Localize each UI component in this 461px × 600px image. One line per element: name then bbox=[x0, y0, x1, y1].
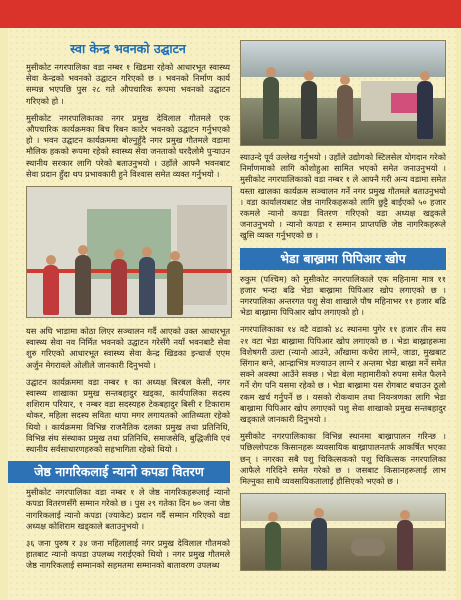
health-post-para4: उद्घाटन कार्यक्रममा वडा नम्बर १ का अध्यक्ष बिरबल केसी, नगर स्वास्थ्य शाखाका प्रमुख सन्तबहादुर खड्का, कार्यपालिका सदस्य शशिराम परियार, १ नम्बर वडा सदस्यहरु टेकबहादुर बिसी र टिकाराम थोकर, महिला सदस्य सविता थापा मगर लगायतको आतिथ्यता रहेको थियो । कार्यक्रममा विभिन्न राजनैतिक दलका प्रमुख तथा प्रतिनिधि, विभिन्न संघ संस्थाका प्रमुख तथा प्रतिनिधि, समाजसेवि, बुद्धिजीवि एवं स्थानीय सर्वसाधारणहरुको सहभागिता रहेको थियो । bbox=[26, 376, 230, 455]
goat-vaccine-para3: मुसीकोट नगरपालिकाका विभिन्न स्थानमा बाख्रापालन गरिन्छ । पछिल्लोपटक किसानहरू व्यवसायिक बाख्रापालनतर्फ आकर्षित भएका छन् । नगरका सबै पशु चिकित्सकको पशु चिकित्सक नगरपालिका आफैले गरिदिने समेत गरेको छ । जसबाट किसानहरूलाई लाभ मिल्नुका साथै व्यवसायिकतालाई हौसिएको भएको छ । bbox=[240, 431, 446, 487]
senior-clothes-title: जेष्ठ नागरिकलाई न्यानो कपडा वितरण bbox=[8, 461, 230, 483]
goat-vaccination-photo bbox=[240, 493, 446, 571]
magazine-page bbox=[8, 28, 456, 600]
ribbon-cutting-photo bbox=[26, 186, 232, 318]
health-post-para3: यस अघि भाडामा कोठा लिएर सञ्चालन गर्दै आएको उक्त आधारभूत स्वास्थ्य सेवा नव निर्मित भवनको उद्घाटन गरेसँगै नयाँ भवनबाटै सेवा शुरु गरिएको आधारभूत स्वास्थ्य सेवा केन्द्र खिडका इन्चार्ज एएम अर्जुन मेगरावले ओलीले जानकारी दिनुभयो । bbox=[26, 326, 230, 370]
left-column bbox=[26, 28, 230, 578]
goat-vaccine-title: भेडा बाख्रामा पिपिआर खोप bbox=[240, 248, 446, 270]
health-post-title: स्वा केन्द्र भवनको उद्घाटन bbox=[70, 41, 186, 56]
clothes-distribution-photo bbox=[240, 40, 446, 146]
senior-clothes-para2: ३६ जना पुरुष र ३४ जना महिलालाई नगर प्रमुख देविलाल गौतमको हातबाट न्यानो कपडा उपलब्ध गराईएको थियो । नगर प्रमुख गौतमले जेष्ठ नागरिकलाई सम्मानको सहमतमा सम्मानको बातावरण उपलब्ध bbox=[26, 538, 230, 571]
goat-vaccine-para1: रुकुम (पश्चिम) को मुसीकोट नगरपालिकाले एक महिनामा मात्र ११ हजार भन्दा बढि भेडा बाख्रामा पिपिआर खोप लगाएको छ । नगरपालिका अन्तरगत पशु सेवा शाखाले पौष महिनाभर ११ हजार बढि भेडा बाख्रामा पिपिआर खोप लगाएको हो । bbox=[240, 273, 446, 318]
health-post-para1: मुसीकोट नगरपालिका वडा नम्बर १ खिडमा रहेको आधारभूत स्वास्थ्य सेवा केन्द्रको भवनको उद्घाटन गरिएको छ । भवनको निर्माण कार्य सम्पन्न भएपछि पुस २८ गते औपचारिक रूपमा भवनको उद्घाटन गरिएको हो । bbox=[26, 62, 230, 106]
distribution-para1: स्याउन्दे पूर्व उल्लेख गर्नुभयो । उहाँले उद्योगको स्टिलसेल योगदान गरेको निर्माणमाको लागि कोशोहुआ सामित भएको समेत जनाउनुभयो । मुसीकोट नगरपालिकाको वडा नम्बर १ ले आफ्नै गरी अन्य वडामा समेत यस्ता खालका कार्यक्रम सञ्चालन गर्ने नगर प्रमुख गौतमले बताउनुभयो । वडा कार्यालयबाट जेष्ठ नागरिकहरूको लागि छुट्टै बाईएको ५० हजार रकमले न्यानो कपडा वितरण गरिएको वडा अध्यक्ष खड्कले जनाउनुभयो । न्यानो कपडा र सम्मान प्राप्तपछि जेष्ठ नागरिकहरूले खुसि व्यक्त गर्नुभएको छ । bbox=[240, 152, 446, 241]
senior-clothes-para1: मुसीकोट नगरपालिका वडा नम्बर १ ले जेष्ठ नागरिकहरूलाई न्यानो कपडा वितरणसँगै सम्मान गरेको छ । पुस २९ गतेका दिन ७० जना जेष्ठ नागरिकलाई न्यानो कपडा (ज्याकेट) प्रदान गर्दै सम्मान गरिएको वडा अध्यक्ष कोशिराम खड्काले बताउनुभयो । bbox=[26, 487, 230, 531]
right-column bbox=[240, 28, 446, 571]
top-red-banner bbox=[0, 0, 461, 28]
goat-vaccine-para2: नगरपालिकाका १४ वटै वडाको ४८ स्थानमा पुगेर ११ हजार तीन सय २१ वटा भेडा बाख्रामा पिपिआर खोप लगाएको छ । भेडा बाख्राहरूमा विशेषगरी उल्टा (न्यानो आउने, आँखामा कचेरा लाग्ने, जाडा, मुखबाट सिंगान बग्ने, आन्द्राभित्र मज्याउन लाग्ने र अन्तमा भेडा बाख्रा मर्ने समेत सक्ने अवस्था आउँने सक्छ । भेडा बेला महामारीको रुपमा समेत फैलने गर्ने रोग पनि यसमा रहेको छ । भेडा बाख्रामा यस रोगबाट बचाउन ठूलो रकम खर्च गर्नुपर्ने छ । यसको रोकथाम तथा नियन्त्रणका लागि भेडा बाख्रामा पिपिआर खोप लगाएको पशु सेवा शाखाको प्रमुख सन्तबहादुर खड्काले जानकारी दिनुभयो । bbox=[240, 324, 446, 425]
health-post-para2: मुसीकोट नगरपालिकाका नगर प्रमुख देविलाल गौतमले एक औपचारिक कार्यक्रमका बिच रिबन काटेर भवनको उद्घाटन गर्नुभएको हो । भवन उद्घाटन कार्यक्रममा बोल्नुहुँदै नगर प्रमुख गौतमले वडामा मौलिक हकको रूपमा रहेको स्वास्थ्य सेवा जनताको घरदैलोमै पुर्‍याउन स्थानीय सरकार लागि परेको बताउनुभयो । उहाँले आफ्नै भवनबाट सेवा प्रदान हुँदा थप प्रभावकारी हुने विश्वास समेत व्यक्त गर्नुभयो । bbox=[26, 112, 230, 179]
